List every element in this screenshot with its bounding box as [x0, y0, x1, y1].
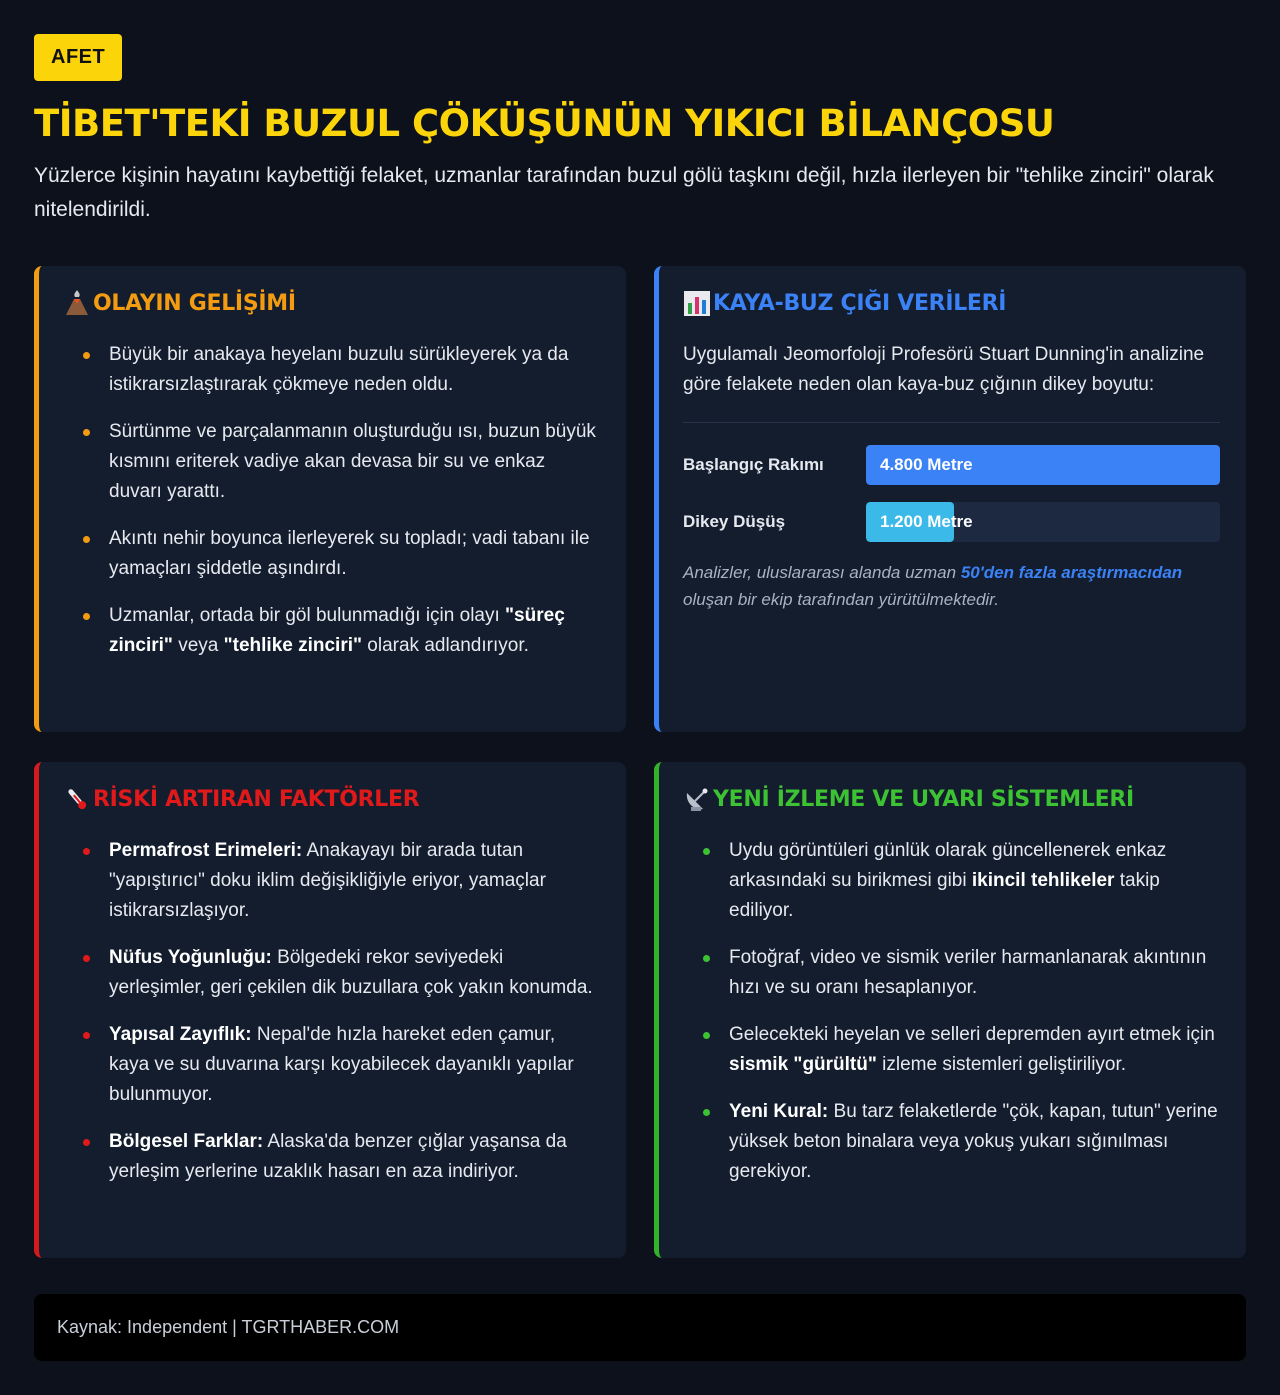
list-item: Büyük bir anakaya heyelanı buzulu sürükleyerek ya da istikrarsızlaştırarak çökmeye neden oldu.: [109, 340, 600, 400]
monitoring-list: [683, 836, 1220, 1187]
card-development-title: OLAYIN GELİŞİMİ: [63, 288, 600, 318]
development-list: [63, 340, 600, 661]
volcano-icon: [63, 289, 91, 317]
list-item: Akıntı nehir boyunca ilerleyerek su topladı; vadi tabanı ile yamaçları şiddetle aşındırdı.: [109, 524, 600, 584]
data-note: Analizler, uluslararası alanda uzman 50'den fazla araştırmacıdan oluşan bir ekip tarafından yürütülmektedir.: [683, 563, 1183, 609]
thermometer-icon: [63, 785, 91, 813]
card-development: [34, 266, 626, 732]
bar-label: Başlangıç Rakımı: [683, 455, 824, 474]
list-item: Fotoğraf, video ve sismik veriler harmanlanarak akıntının hızı ve su oranı hesaplanıyor.: [729, 943, 1220, 1003]
card-data-title: KAYA-BUZ ÇIĞI VERİLERİ: [683, 288, 1220, 318]
card-avalanche-data: [654, 266, 1246, 732]
list-item: Bölgesel Farklar: Alaska'da benzer çığlar yaşansa da yerleşim yerlerine uzaklık hasarı en aza indiriyor.: [109, 1127, 600, 1187]
bar-track: [866, 502, 1220, 542]
card-monitoring-title: YENİ İZLEME VE UYARI SİSTEMLERİ: [683, 784, 1220, 814]
category-badge: AFET: [34, 34, 122, 81]
list-item: Permafrost Erimeleri: Anakayayı bir arada tutan "yapıştırıcı" doku iklim değişikliğiyle eriyor, yamaçlar istikrarsızlaşıyor.: [109, 836, 600, 926]
source-footer: Kaynak: Independent | TGRTHABER.COM: [34, 1294, 1246, 1361]
data-intro: Uygulamalı Jeomorfoloji Profesörü Stuart Dunning'in analizine göre felakete neden olan kaya-buz çığının dikey boyutu:: [683, 344, 1205, 395]
page-title: TİBET'TEKİ BUZUL ÇÖKÜŞÜNÜN YIKICI BİLANÇOSU: [34, 102, 1055, 145]
bar-chart-icon: [683, 289, 711, 317]
card-risk-title: RİSKİ ARTIRAN FAKTÖRLER: [63, 784, 600, 814]
card-monitoring: [654, 762, 1246, 1258]
list-item: Nüfus Yoğunluğu: Bölgedeki rekor seviyedeki yerleşimler, geri çekilen dik buzullara çok yakın konumda.: [109, 943, 600, 1003]
divider: [683, 422, 1220, 423]
list-item: Yapısal Zayıflık: Nepal'de hızla hareket eden çamur, kaya ve su duvarına karşı koyabilecek dayanıklı yapılar bulunmuyor.: [109, 1020, 600, 1110]
satellite-icon: [683, 785, 711, 813]
card-risk-factors: [34, 762, 626, 1258]
list-item: Uydu görüntüleri günlük olarak güncellenerek enkaz arkasındaki su birikmesi gibi ikincil tehlikeler takip ediliyor.: [729, 836, 1220, 926]
bar-label: Dikey Düşüş: [683, 512, 786, 531]
bar-row-vertical-drop: [683, 502, 1220, 542]
bar-track: [866, 445, 1220, 485]
bar-value: 1.200 Metre: [879, 512, 973, 531]
bar-value: 4.800 Metre: [879, 455, 973, 474]
list-item: Yeni Kural: Bu tarz felaketlerde "çök, kapan, tutun" yerine yüksek beton binalara veya yokuş yukarı sığınılması gerekiyor.: [729, 1097, 1220, 1187]
risk-list: [63, 836, 600, 1187]
list-item: Sürtünme ve parçalanmanın oluşturduğu ısı, buzun büyük kısmını eriterek vadiye akan devasa bir su ve enkaz duvarı yarattı.: [109, 417, 600, 507]
list-item: Gelecekteki heyelan ve selleri depremden ayırt etmek için sismik "gürültü" izleme sistemleri geliştiriliyor.: [729, 1020, 1220, 1080]
page-subtitle: Yüzlerce kişinin hayatını kaybettiği felaket, uzmanlar tarafından buzul gölü taşkını değil, hızla ilerleyen bir "tehlike zinciri" olarak nitelendirildi.: [34, 164, 1214, 221]
bar-row-start-altitude: [683, 445, 1220, 485]
list-item: Uzmanlar, ortada bir göl bulunmadığı için olayı "süreç zinciri" veya "tehlike zinciri" olarak adlandırıyor.: [109, 601, 600, 661]
page: [34, 34, 1246, 227]
